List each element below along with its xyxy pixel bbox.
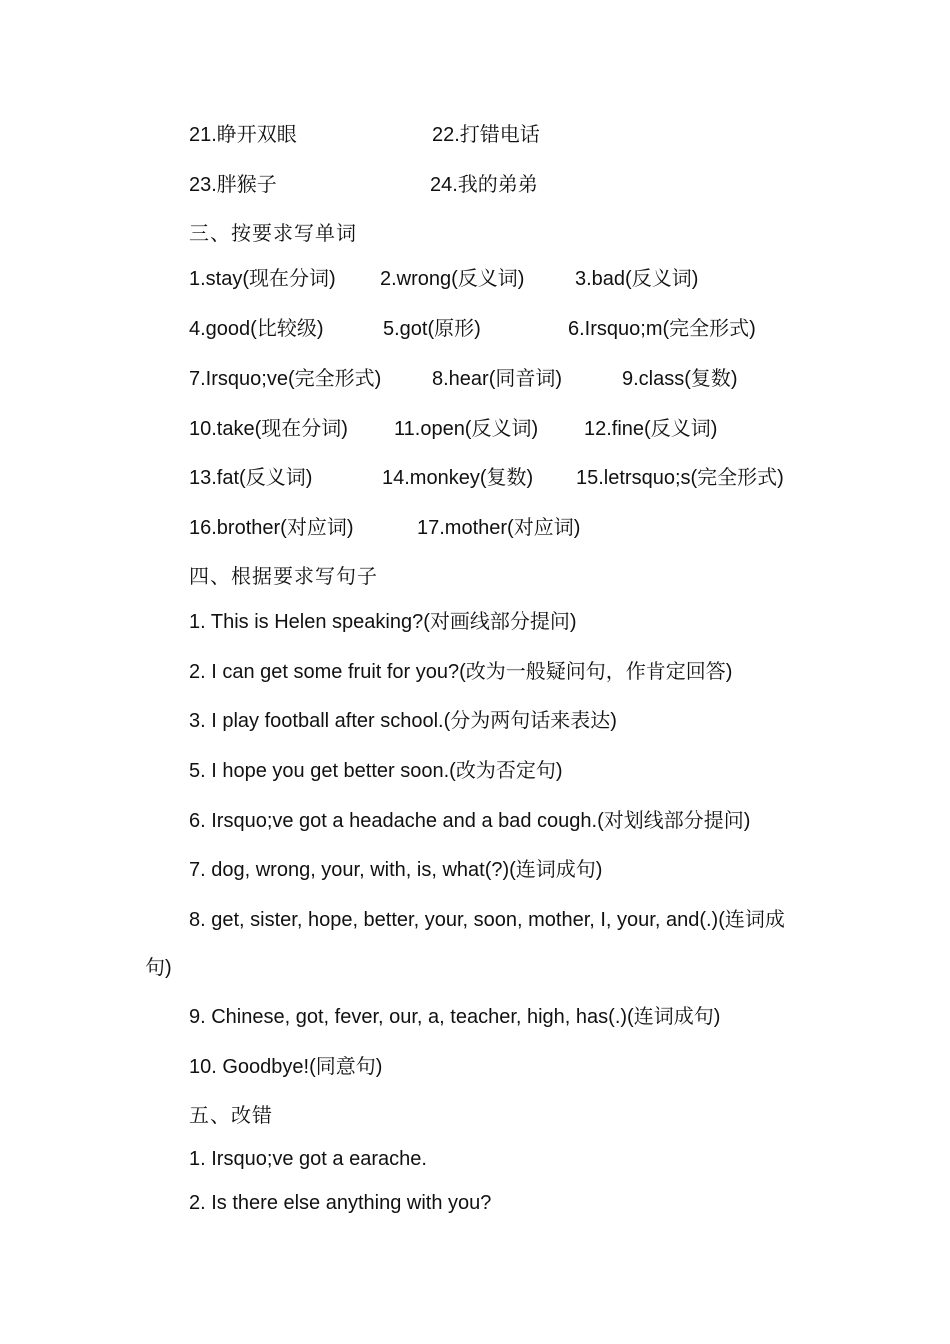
word-item: 8.hear(同音词) [432, 368, 563, 390]
word-item: 10.take(现在分词) [189, 418, 348, 440]
word-item: 11.open(反义词) [394, 418, 539, 440]
vocab-item: 21.睁开双眼 [189, 124, 297, 146]
sentence-item: 3. I play football after school.(分为两句话来表达) [189, 710, 617, 732]
sentence-item: 9. Chinese, got, fever, our, a, teacher, high, has(.)(连词成句) [189, 1006, 721, 1028]
word-item: 4.good(比较级) [189, 318, 324, 340]
section-heading: 三、按要求写单词 [189, 223, 357, 245]
word-item: 3.bad(反义词) [575, 268, 699, 290]
word-item: 1.stay(现在分词) [189, 268, 336, 290]
word-item: 5.got(原形) [383, 318, 481, 340]
vocab-item: 24.我的弟弟 [430, 174, 538, 196]
word-item: 7.Irsquo;ve(完全形式) [189, 368, 382, 390]
word-item: 16.brother(对应词) [189, 517, 354, 539]
sentence-item: 1. This is Helen speaking?(对画线部分提问) [189, 611, 577, 633]
section-heading: 四、根据要求写句子 [189, 566, 378, 588]
sentence-item: 7. dog, wrong, your, with, is, what(?)(连词成句) [189, 859, 603, 881]
vocab-item: 22.打错电话 [432, 124, 540, 146]
correction-item: 2. Is there else anything with you? [189, 1192, 492, 1214]
sentence-item: 6. Irsquo;ve got a headache and a bad cough.(对划线部分提问) [189, 810, 751, 832]
word-item: 15.letrsquo;s(完全形式) [576, 467, 784, 489]
sentence-item: 2. I can get some fruit for you?(改为一般疑问句，作肯定回答) [189, 661, 733, 683]
word-item: 17.mother(对应词) [417, 517, 581, 539]
section-heading: 五、改错 [189, 1105, 273, 1127]
word-item: 6.Irsquo;m(完全形式) [568, 318, 756, 340]
word-item: 12.fine(反义词) [584, 418, 718, 440]
word-item: 13.fat(反义词) [189, 467, 313, 489]
sentence-item: 8. get, sister, hope, better, your, soon, mother, I, your, and(.)(连词成 [189, 909, 785, 931]
sentence-item-continuation: 句) [145, 957, 172, 979]
word-item: 9.class(复数) [622, 368, 738, 390]
word-item: 2.wrong(反义词) [380, 268, 525, 290]
correction-item: 1. Irsquo;ve got a earache. [189, 1148, 427, 1170]
vocab-item: 23.胖猴子 [189, 174, 277, 196]
sentence-item: 10. Goodbye!(同意句) [189, 1056, 383, 1078]
word-item: 14.monkey(复数) [382, 467, 534, 489]
sentence-item: 5. I hope you get better soon.(改为否定句) [189, 760, 563, 782]
